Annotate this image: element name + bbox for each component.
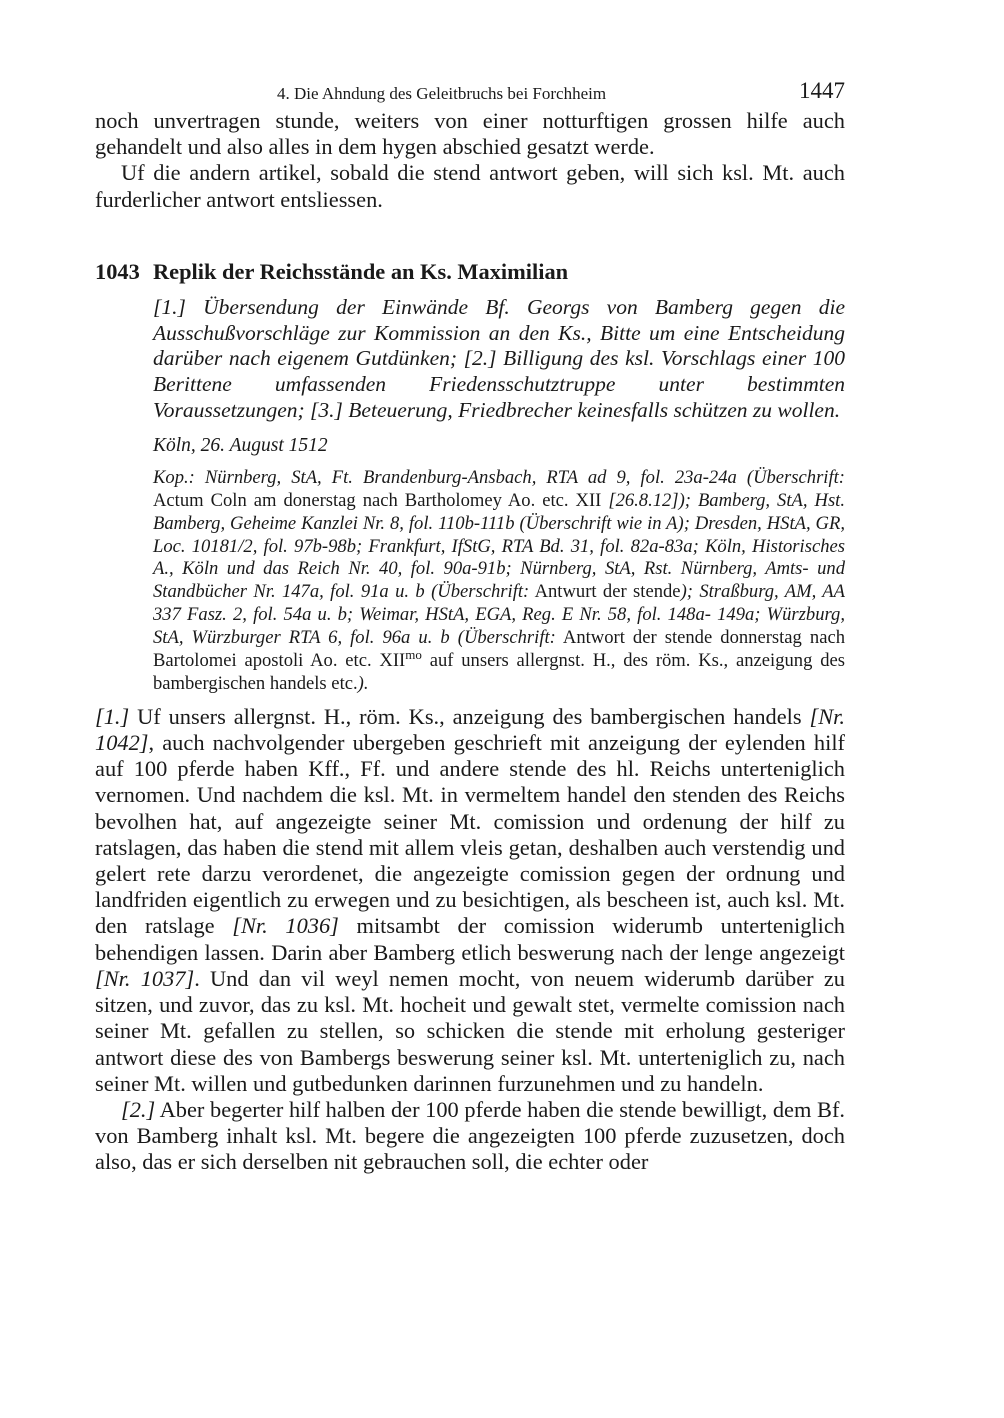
sources-note [153, 467, 845, 696]
text-run: . Und dan vil weyl nemen mocht, von neuem widerumb darüber zu sitzen, und zuvor, das zu ksl. Mt. hocheit und gewalt stet, vermelte comission nach seiner Mt. gefallen zu stellen, so schicken die stende mit erholung gesteriger antwort diese des von Bambergs beswerung seiner ksl. Mt. unterteniglich zu, nach seiner Mt. willen und gutbedunken darinnen furzunehmen und zu handeln. [95, 965, 845, 1096]
text-run: , auch nachvolgender ubergeben geschrieft mit anzeigung der eylenden hilf auf 100 pferde haben Kff., Ff. und andere stende des hl. Reichs unterteniglich vernomen. Und nachdem die ksl. Mt. in vermeltem handel den stenden des Reichs bevolhen hat, auf angezeigte seiner Mt. comission und ordenung der hilf zu ratslagen, das haben die stend mit allem vleis getan, deshalben auch verstendig und gelert rete darzu verordenet, die angezeigte comission gegen der ordnung und landfriden eigentlich zu erwegen und zu besichtigen, als bescheen ist, auch ksl. Mt. den ratslage [95, 730, 845, 939]
page [95, 78, 845, 1176]
sources-part: Kop.: Nürnberg, StA, Ft. Brandenburg-Ansbach, RTA ad 9, fol. 23a-24a (Überschrift: [153, 466, 845, 488]
intro-paragraph-1: noch unvertragen stunde, weiters von einer notturftigen grossen hilfe auch gehandelt und also alles in dem hygen abschied gesatzt werde. [95, 108, 845, 160]
dateline: Köln, 26. August 1512 [153, 434, 328, 456]
sources-quote: auf unsers allergnst. H., des röm. Ks., anzeigung des bambergischen handels etc. [153, 650, 845, 694]
cross-reference: [Nr. 1037] [95, 965, 195, 991]
regest: [1.] Übersendung der Einwände Bf. Georgs von Bamberg gegen die Ausschußvorschläge zur Kommission an den Ks., Bitte um eine Entscheidung darüber nach eigenem Gutdünken; [2.] Billigung des ksl. Vorschlags einer 100 Berittene umfassenden Friedensschutztruppe unter bestimmten Voraussetzungen; [3.] Beteuerung, Friedbrecher keinesfalls schützen zu wollen. [153, 294, 845, 422]
sources-part: ). [357, 672, 369, 694]
document-number: 1043 [95, 258, 140, 284]
sources-quote: Actum Coln am donerstag nach Bartholomey Ao. etc. XII [153, 489, 602, 511]
document-apparatus [153, 295, 845, 696]
text-run: Aber begerter hilf halben der 100 pferde haben die stende bewilligt, dem Bf. von Bamberg inhalt ksl. Mt. begere die angezeigten 100 pferde zuzusetzen, doch also, das er sich derselben nit gebrauchen soll, die echter oder [95, 1096, 845, 1175]
cross-reference: [Nr. 1036] [232, 913, 339, 939]
cross-reference: [Nr. 1042] [95, 703, 845, 756]
sources-quote: Antwort der stende donnerstag nach Bartolomei apostoli Ao. etc. XII [153, 627, 846, 672]
sources-quote: Antwurt der stende [534, 581, 681, 603]
intro-paragraph-2: Uf die andern artikel, sobald die stend antwort geben, will sich ksl. Mt. auch furderlicher antwort entsliessen. [95, 160, 845, 212]
text-run: Uf unsers allergnst. H., röm. Ks., anzeigung des bambergischen handels [137, 703, 802, 729]
main-paragraph-2 [95, 1097, 845, 1176]
text-run: mitsambt der comission widerumb unterteniglich behendigen lassen. Darin aber Bamberg etlich beswerung nach der lenge angezeigt [95, 913, 845, 965]
sources-part: [26.8.12]); Bamberg, StA, Hst. Bamberg, Geheime Kanzlei Nr. 8, fol. 110b-111b (Überschrift wie in A); Dresden, HStA, GR, Loc. 10181/2, fol. 97b-98b; Frankfurt, IfStG, RTA Bd. 31, fol. 82a-83a; Köln, Historisches A., Köln und das Reich Nr. 40, fol. 90a-91b; Nürnberg, StA, Rst. Nürnberg, Amts- und Standbücher Nr. 147a, fol. 91a u. b (Überschrift: [153, 489, 845, 603]
section-marker: [1.] [95, 703, 130, 729]
document-heading [95, 259, 845, 285]
running-head [95, 78, 845, 108]
document-title: Replik der Reichsstände an Ks. Maximilian [153, 258, 569, 284]
main-text [95, 704, 845, 1176]
main-paragraph-1 [95, 704, 845, 1097]
sources-part: ); Straßburg, AM, AA 337 Fasz. 2, fol. 54a u. b; Weimar, HStA, EGA, Reg. E Nr. 58, fol. 148a- 149a; Würzburg, StA, Würzburger RTA 6, fol. 96a u. b (Überschrift: [153, 581, 845, 649]
sources-superscript: mo [405, 646, 422, 662]
page-number: 1447 [799, 78, 845, 103]
section-marker: [2.] [121, 1096, 156, 1122]
running-title: 4. Die Ahndung des Geleitbruchs bei Forchheim [277, 84, 607, 103]
